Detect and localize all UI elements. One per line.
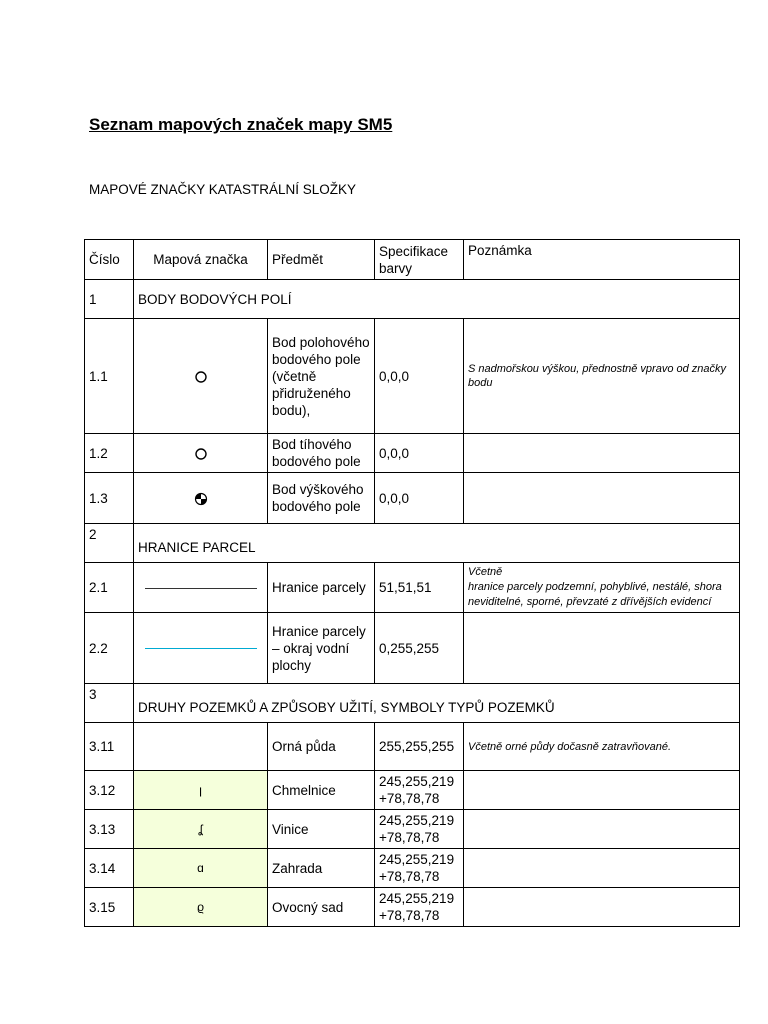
table-row: [85, 849, 740, 888]
row-color: 0,0,0: [375, 319, 464, 434]
row-number: 1.3: [85, 473, 134, 524]
row-symbol: [134, 888, 268, 927]
quartered-circle-icon: [194, 492, 208, 506]
row-number: 3.11: [85, 723, 134, 771]
row-number: 2.2: [85, 613, 134, 684]
row-symbol: [134, 563, 268, 613]
header-number: Číslo: [85, 240, 134, 280]
row-number: 1.2: [85, 434, 134, 473]
row-number: 3.13: [85, 810, 134, 849]
row-color: 245,255,219 +78,78,78: [375, 771, 464, 810]
group-number: 3: [85, 684, 134, 723]
header-note: Poznámka: [464, 240, 740, 280]
row-symbol: [134, 473, 268, 524]
row-note: [464, 849, 740, 888]
row-color: 51,51,51: [375, 563, 464, 613]
row-symbol: [134, 810, 268, 849]
row-color: 255,255,255: [375, 723, 464, 771]
group-row: [85, 280, 740, 319]
row-subject: Vinice: [268, 810, 375, 849]
row-note: [464, 434, 740, 473]
garden-glyph-icon: ɑ: [197, 861, 204, 875]
row-color: 0,255,255: [375, 613, 464, 684]
row-note: [464, 771, 740, 810]
row-subject: Hranice parcely: [268, 563, 375, 613]
table-row: [85, 473, 740, 524]
circle-point-icon: [194, 370, 208, 384]
row-number: 2.1: [85, 563, 134, 613]
group-title: DRUHY POZEMKŮ A ZPŮSOBY UŽITÍ, SYMBOLY TYPŮ POZEMKŮ: [134, 684, 740, 723]
row-subject: Zahrada: [268, 849, 375, 888]
table-row: [85, 563, 740, 613]
table-row: [85, 319, 740, 434]
map-symbol-table: [84, 239, 740, 927]
row-color: 245,255,219 +78,78,78: [375, 810, 464, 849]
row-number: 1.1: [85, 319, 134, 434]
row-number: 3.12: [85, 771, 134, 810]
vineyard-glyph-icon: ʆ: [198, 822, 203, 836]
row-color: 0,0,0: [375, 473, 464, 524]
row-color: 0,0,0: [375, 434, 464, 473]
row-symbol: [134, 434, 268, 473]
group-title: BODY BODOVÝCH POLÍ: [134, 280, 740, 319]
row-symbol: [134, 771, 268, 810]
table-row: [85, 434, 740, 473]
row-note: [464, 613, 740, 684]
row-subject: Chmelnice: [268, 771, 375, 810]
row-subject: Ovocný sad: [268, 888, 375, 927]
group-number: 1: [85, 280, 134, 319]
cyan-line-icon: [145, 648, 257, 649]
row-note: Včetně orné půdy dočasně zatravňované.: [464, 723, 740, 771]
row-note: [464, 810, 740, 849]
table-header-row: [85, 240, 740, 280]
table-row: [85, 613, 740, 684]
row-symbol: [134, 723, 268, 771]
row-symbol: [134, 613, 268, 684]
table-row: [85, 888, 740, 927]
solid-line-icon: [145, 588, 257, 589]
table-row: [85, 723, 740, 771]
row-symbol: [134, 319, 268, 434]
page-title: Seznam mapových značek mapy SM5: [89, 115, 393, 134]
row-subject: Hranice parcely – okraj vodní plochy: [268, 613, 375, 684]
table-row: [85, 810, 740, 849]
row-note: S nadmořskou výškou, přednostně vpravo od značky bodu: [464, 319, 740, 434]
group-row: [85, 684, 740, 723]
row-note: Včetně hranice parcely podzemní, pohyblivé, nestálé, shora neviditelné, sporné, převzaté z dřívějších evidencí: [464, 563, 740, 613]
row-number: 3.15: [85, 888, 134, 927]
row-note: [464, 888, 740, 927]
group-title: HRANICE PARCEL: [134, 524, 740, 563]
row-number: 3.14: [85, 849, 134, 888]
circle-point-icon: [194, 447, 208, 461]
header-symbol: Mapová značka: [134, 240, 268, 280]
hop-field-glyph-icon: ꞁ: [198, 783, 203, 797]
row-symbol: [134, 849, 268, 888]
row-subject: Bod výškového bodového pole: [268, 473, 375, 524]
header-color: Specifikace barvy: [375, 240, 464, 280]
group-number: 2: [85, 524, 134, 563]
row-subject: Orná půda: [268, 723, 375, 771]
orchard-glyph-icon: ϱ: [197, 900, 204, 914]
row-color: 245,255,219 +78,78,78: [375, 849, 464, 888]
row-note: [464, 473, 740, 524]
row-subject: Bod polohového bodového pole (včetně přidruženého bodu),: [268, 319, 375, 434]
section-heading: MAPOVÉ ZNAČKY KATASTRÁLNÍ SLOŽKY: [89, 182, 357, 197]
table-row: [85, 771, 740, 810]
group-row: [85, 524, 740, 563]
header-subject: Předmět: [268, 240, 375, 280]
row-subject: Bod tíhového bodového pole: [268, 434, 375, 473]
row-color: 245,255,219 +78,78,78: [375, 888, 464, 927]
